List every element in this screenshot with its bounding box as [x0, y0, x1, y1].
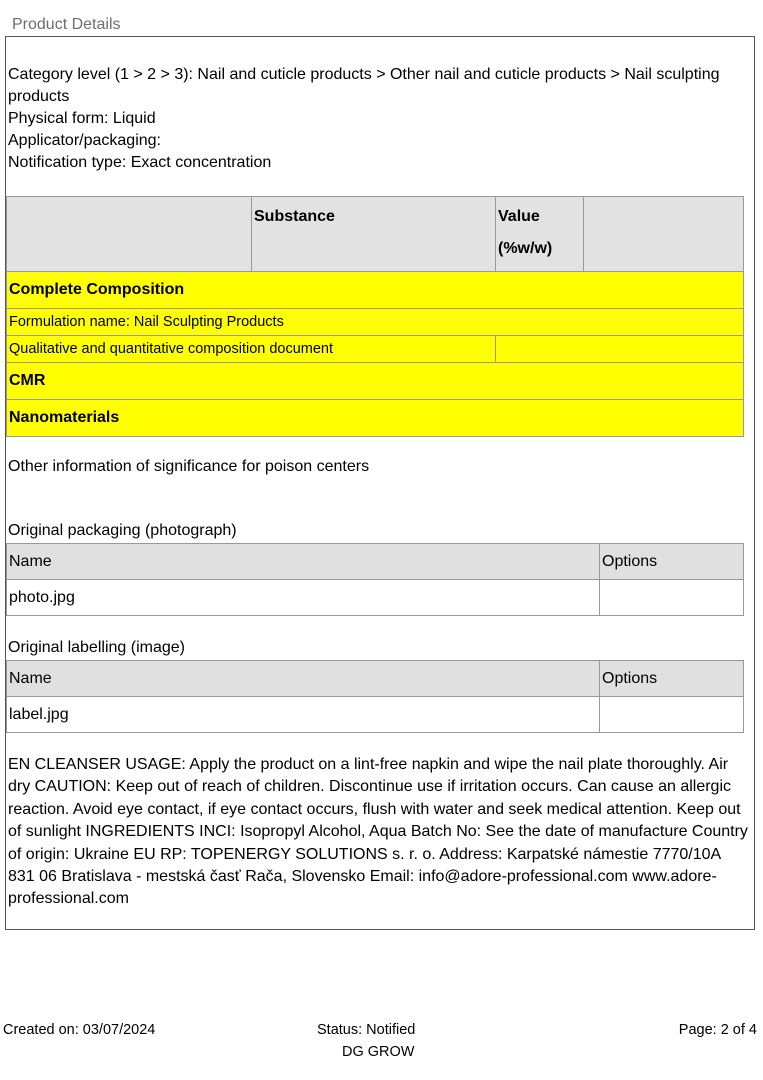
packaging-table [6, 543, 744, 616]
packaging-section-label: Original packaging (photograph) [8, 522, 237, 539]
packaging-file-name[interactable]: photo.jpg [7, 580, 600, 616]
packaging-header-row [7, 544, 744, 580]
qq-document-label: Qualitative and quantitative composition document [7, 336, 496, 363]
footer-created-on: Created on: 03/07/2024 [3, 1022, 156, 1038]
header-value-line2: (%w/w) [498, 240, 553, 257]
header-empty-cell [7, 197, 252, 272]
formulation-name-row [7, 309, 744, 336]
label-text-paragraph: EN CLEANSER USAGE: Apply the product on a lint-free napkin and wipe the nail plate thoroughly. Air dry CAUTION: Keep out of reach of children. Discontinue use if irritation occurs. Can cause an allergic reaction. Avoid eye contact, if eye contact occurs, flush with water and seek medical attention. Keep out of sunlight INGREDIENTS INCI: Isopropyl Alcohol, Aqua Batch No: See the date of manufacture Country of origin: Ukraine EU RP: TOPENERGY SOLUTIONS s. r. o. Address: Karpatské námestie 7770/10A 831 06 Bratislava - mestská časť Rača, Slovensko Email: info@adore-professional.com www.adore-professional.com [8, 756, 748, 908]
labelling-file-options [600, 697, 744, 733]
packaging-file-options [600, 580, 744, 616]
complete-composition-row [7, 272, 744, 309]
labelling-section-label: Original labelling (image) [8, 639, 185, 656]
complete-composition-label: Complete Composition [7, 272, 744, 309]
nanomaterials-row [7, 400, 744, 437]
page-header-title: Product Details [12, 16, 121, 33]
labelling-file-row [7, 697, 744, 733]
footer-dg: DG GROW [342, 1044, 415, 1060]
nanomaterials-label: Nanomaterials [7, 400, 744, 437]
packaging-col-name: Name [7, 544, 600, 580]
labelling-col-name: Name [7, 661, 600, 697]
header-value-line1: Value [498, 208, 540, 225]
product-details-frame [5, 36, 755, 930]
product-info [8, 64, 750, 174]
header-substance: Substance [252, 197, 496, 272]
notification-type-line: Notification type: Exact concentration [8, 154, 272, 171]
footer-status: Status: Notified [317, 1022, 416, 1038]
header-value [496, 197, 584, 272]
packaging-file-row [7, 580, 744, 616]
labelling-table [6, 660, 744, 733]
labelling-file-name[interactable]: label.jpg [7, 697, 600, 733]
cmr-label: CMR [7, 363, 744, 400]
labelling-header-row [7, 661, 744, 697]
qq-document-value [496, 336, 744, 363]
composition-header-row [7, 197, 744, 272]
qq-document-row [7, 336, 744, 363]
labelling-col-options: Options [600, 661, 744, 697]
composition-table [6, 196, 744, 437]
physical-form-line: Physical form: Liquid [8, 110, 156, 127]
footer-page-number: Page: 2 of 4 [678, 1022, 757, 1038]
applicator-line: Applicator/packaging: [8, 132, 161, 149]
other-information-label: Other information of significance for poison centers [8, 458, 370, 475]
packaging-col-options: Options [600, 544, 744, 580]
cmr-row [7, 363, 744, 400]
header-extra-cell [584, 197, 744, 272]
category-line: Category level (1 > 2 > 3): Nail and cuticle products > Other nail and cuticle products > Nail sculpting products [8, 66, 720, 105]
formulation-name-label: Formulation name: Nail Sculpting Products [7, 309, 744, 336]
